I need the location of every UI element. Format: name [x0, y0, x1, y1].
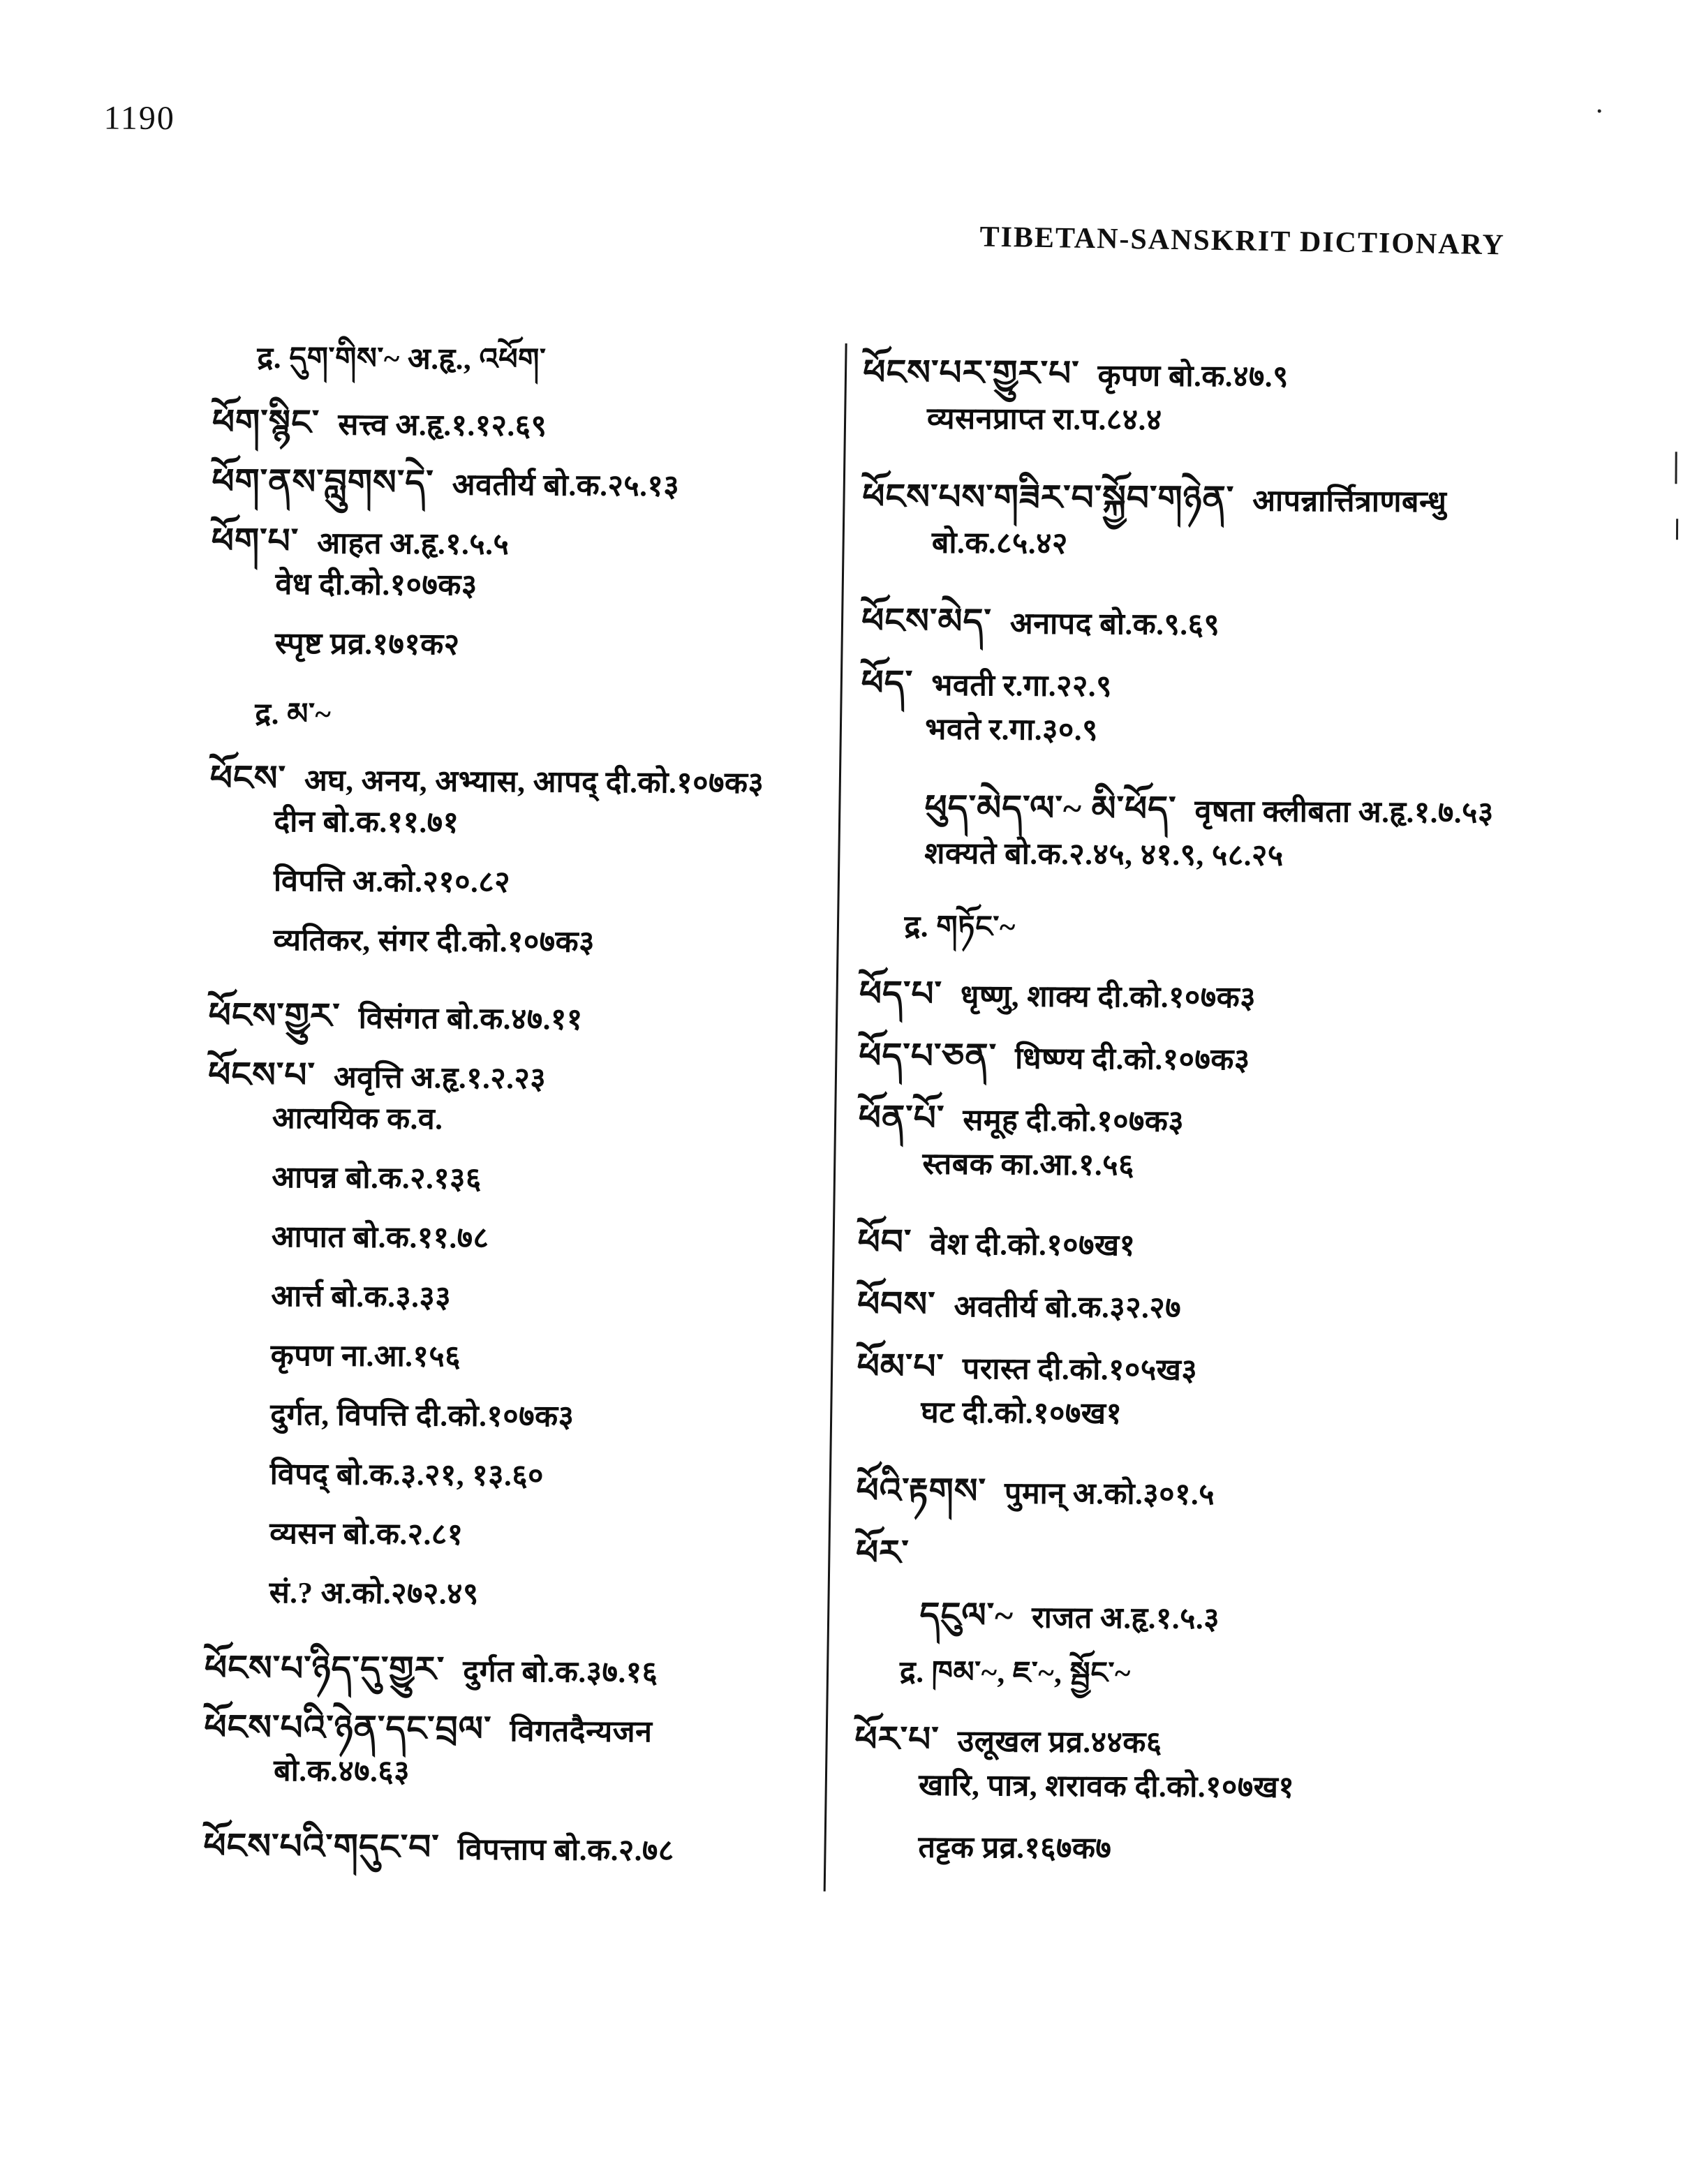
- dictionary-line: [271, 1274, 836, 1337]
- gloss-text: पुमान् अ.को.३०१.५: [1004, 1477, 1215, 1512]
- dictionary-line: [856, 1514, 1677, 1581]
- right-column: [854, 334, 1684, 1892]
- gloss-text: वृषता क्लीबता अ.हृ.१.७.५३: [1194, 795, 1494, 830]
- gloss-text: समूह दी.को.१०७क३: [963, 1104, 1185, 1138]
- tibetan-headword: ཕོངས་པའི་ཉེན་དང་བྲལ་: [204, 1707, 492, 1748]
- gloss-text: भवती र.गा.२२.९: [931, 669, 1113, 704]
- tibetan-headword: ཕུད་མེད་ལ་~ མི་ཕོད་: [924, 787, 1177, 829]
- gloss-text: विगतदैन्यजन: [510, 1715, 653, 1749]
- gloss-text: भवते र.गा.३०.९: [925, 713, 1099, 748]
- dictionary-line: [900, 1639, 1676, 1706]
- gloss-text: कृपण ना.आ.१५६: [270, 1339, 461, 1374]
- gloss-text: अनापद बो.क.९.६९: [1009, 607, 1220, 642]
- dictionary-line: [862, 458, 1683, 525]
- tibetan-headword: ཕོབ་: [857, 1222, 912, 1262]
- gloss-text: द्र. གཏོང་~: [904, 910, 1016, 944]
- tibetan-headword: ཕོངས་པའི་གདུང་བ་: [203, 1826, 440, 1867]
- gloss-text: वेध दी.को.१०७क३: [275, 568, 477, 602]
- dictionary-line: [859, 1079, 1680, 1146]
- page-number: 1190: [103, 99, 175, 138]
- dictionary-line: [274, 859, 838, 921]
- dictionary-line: [856, 1452, 1677, 1519]
- tibetan-headword: ཕོད་པ་ཅན་: [859, 1036, 998, 1076]
- dictionary-line: [922, 1142, 1679, 1209]
- dictionary-line: [857, 1328, 1677, 1395]
- dictionary-line: [859, 955, 1680, 1022]
- tibetan-headword: ཕོངས་: [209, 758, 287, 798]
- dictionary-line: [271, 1214, 836, 1277]
- dictionary-line: [861, 644, 1682, 711]
- tibetan-headword: ཕོངས་མེད་: [861, 601, 993, 641]
- gloss-text: राजत अ.हृ.१.५.३: [1031, 1601, 1220, 1636]
- gloss-text: अवतीर्य बो.क.३२.२७: [954, 1290, 1182, 1325]
- gloss-text: दुर्गत बो.क.३७.१६: [463, 1655, 658, 1690]
- gloss-text: द्र. ཁམ་~, ཇ་~, སྦྱོང་~: [899, 1656, 1132, 1691]
- gloss-text: घट दी.को.१०७ख१: [921, 1396, 1122, 1431]
- dictionary-line: [212, 383, 841, 446]
- dictionary-line: [925, 707, 1682, 774]
- dictionary-line: [272, 1155, 836, 1218]
- dictionary-line: [208, 1036, 837, 1099]
- tibetan-headword: ཕོག་སྙིང་: [212, 402, 320, 443]
- gloss-text: परास्त दी.को.१०५ख३: [962, 1353, 1198, 1388]
- gloss-text: कृपण बो.क.४७.९: [1097, 359, 1289, 394]
- tibetan-headword: ཕོར་: [855, 1533, 910, 1573]
- tibetan-headword: དངུལ་~: [919, 1595, 1014, 1635]
- left-column: [203, 324, 840, 1870]
- gloss-text: स्पृष्ट प्रव्र.१७१क२: [274, 627, 460, 662]
- gloss-text: तट्टक प्रव्र.१६७क७: [918, 1831, 1112, 1866]
- gloss-text: दीन बो.क.११.७१: [274, 805, 459, 840]
- gloss-text: धृष्णु, शाक्य दी.को.१०७क३: [960, 980, 1257, 1015]
- dictionary-line: [273, 918, 838, 981]
- gloss-text: विपद् बो.क.३.२१, १३.६०: [269, 1457, 544, 1493]
- gloss-text: धिष्ण्य दी.को.१०७क३: [1014, 1042, 1250, 1077]
- tibetan-headword: ཕོངས་པས་གཟིར་བ་སྐྱོབ་གཉེན་: [862, 477, 1235, 519]
- dictionary-line: [859, 1017, 1680, 1084]
- gloss-text: आपन्नार्त्तित्राणबन्धु: [1252, 484, 1447, 519]
- dictionary-line: [274, 1748, 833, 1811]
- running-header: TIBETAN-SANSKRIT DICTIONARY: [979, 221, 1506, 262]
- dictionary-line: [861, 582, 1682, 649]
- gloss-text: विसंगत बो.क.४७.११: [358, 1002, 583, 1037]
- tibetan-headword: ཕོངས་པ་ཉིད་དུ་གྱུར་: [204, 1648, 445, 1689]
- gloss-text: दुर्गत, विपत्ति दी.को.१०७क३: [270, 1398, 575, 1434]
- dictionary-line: [269, 1570, 833, 1633]
- tibetan-headword: ཕོད་པ་: [859, 974, 943, 1013]
- gloss-text: आर्त्त बो.क.३.३३: [271, 1279, 452, 1314]
- dictionary-line: [210, 739, 839, 802]
- tibetan-headword: ཕོམ་པ་: [857, 1346, 945, 1386]
- dictionary-line: [205, 1629, 833, 1692]
- dictionary-line: [212, 502, 840, 565]
- gloss-text: उलूखल प्रव्र.४४क६: [957, 1725, 1162, 1760]
- dictionary-line: [269, 1511, 834, 1574]
- dictionary-line: [857, 1265, 1678, 1332]
- gloss-text: बो.क.४७.६३: [273, 1755, 410, 1789]
- dictionary-line: [255, 681, 839, 743]
- gloss-text: द्र. དུག་གིས་~ अ.हृ., འཕོག་: [257, 341, 547, 377]
- dictionary-line: [918, 1825, 1675, 1892]
- gloss-text: आहत अ.हृ.१.५.५: [317, 527, 510, 562]
- tibetan-headword: ཕོངས་གྱུར་: [208, 995, 341, 1036]
- gloss-text: बो.क.८५.४२: [931, 526, 1068, 560]
- gloss-text: आपन्न बो.क.२.१३६: [272, 1161, 482, 1196]
- dictionary-line: [270, 1333, 835, 1396]
- dictionary-line: [257, 325, 841, 387]
- dictionary-line: [919, 1577, 1676, 1644]
- dictionary-line: [212, 443, 840, 505]
- gloss-text: आपात बो.क.११.७८: [271, 1220, 489, 1255]
- gloss-text: व्यतिकर, संगर दी.को.१०७क३: [273, 923, 595, 959]
- tibetan-headword: ཕོའི་རྟགས་: [856, 1471, 987, 1511]
- dictionary-line: [854, 1700, 1675, 1767]
- dictionary-line: [209, 976, 838, 1039]
- gloss-text: अवृत्ति अ.हृ.१.२.२३: [333, 1061, 547, 1096]
- scan-artifact: [1675, 452, 1677, 484]
- dictionary-line: [924, 831, 1681, 898]
- dictionary-line: [921, 1390, 1677, 1457]
- gloss-text: वेश दी.को.१०७ख१: [930, 1228, 1136, 1263]
- dictionary-line: [863, 334, 1684, 401]
- gloss-text: सं.? अ.को.२७२.४९: [269, 1576, 479, 1611]
- dictionary-line: [274, 799, 838, 862]
- dictionary-line: [927, 396, 1684, 463]
- dictionary-line: [932, 521, 1683, 588]
- gloss-text: आत्ययिक क.व.: [272, 1101, 443, 1136]
- scan-artifact: [1598, 110, 1601, 113]
- tibetan-headword: ཕོག་པ་: [211, 521, 299, 561]
- tibetan-headword: ཕོངས་པར་གྱུར་པ་: [863, 352, 1080, 394]
- dictionary-line: [275, 562, 840, 625]
- scan-artifact: [1676, 519, 1678, 540]
- tibetan-headword: ཕོན་པོ་: [858, 1098, 945, 1138]
- gloss-text: अवतीर्य बो.क.२५.१३: [452, 468, 680, 503]
- tibetan-headword: ཕོག་ནས་བླུགས་དེ་: [212, 461, 434, 503]
- dictionary-line: [275, 621, 840, 684]
- gloss-text: विपत्ताप बो.क.२.७८: [457, 1833, 674, 1868]
- dictionary-line: [270, 1392, 835, 1455]
- gloss-text: अघ, अनय, अभ्यास, आपद् दी.को.१०७क३: [304, 764, 764, 801]
- gloss-text: सत्त्व अ.हृ.१.१२.६९: [338, 408, 547, 443]
- tibetan-headword: ཕོངས་པ་: [208, 1055, 316, 1095]
- dictionary-line: [204, 1688, 833, 1751]
- dictionary-line: [919, 1763, 1675, 1830]
- gloss-text: व्यसनप्राप्त रा.प.८४.४: [926, 402, 1162, 437]
- dictionary-line: [858, 1203, 1679, 1270]
- dictionary-line: [924, 769, 1681, 836]
- dictionary-line: [203, 1807, 832, 1870]
- dictionary-line: [904, 893, 1680, 960]
- gloss-text: व्यसन बो.क.२.८१: [269, 1517, 464, 1552]
- tibetan-headword: ཕོར་པ་: [854, 1719, 940, 1759]
- gloss-text: विपत्ति अ.को.२१०.८२: [273, 865, 511, 900]
- dictionary-line: [272, 1096, 837, 1159]
- gloss-text: स्तबक का.आ.१.५६: [922, 1147, 1135, 1182]
- tibetan-headword: ཕོབས་: [857, 1284, 936, 1324]
- dictionary-line: [269, 1452, 834, 1515]
- gloss-text: द्र. མ་~: [255, 697, 332, 731]
- gloss-text: शक्यते बो.क.२.४५, ४१.९, ५८.२५: [924, 837, 1284, 872]
- tibetan-headword: ཕོད་: [861, 663, 914, 703]
- gloss-text: खारि, पात्र, शरावक दी.को.१०७ख१: [918, 1769, 1295, 1804]
